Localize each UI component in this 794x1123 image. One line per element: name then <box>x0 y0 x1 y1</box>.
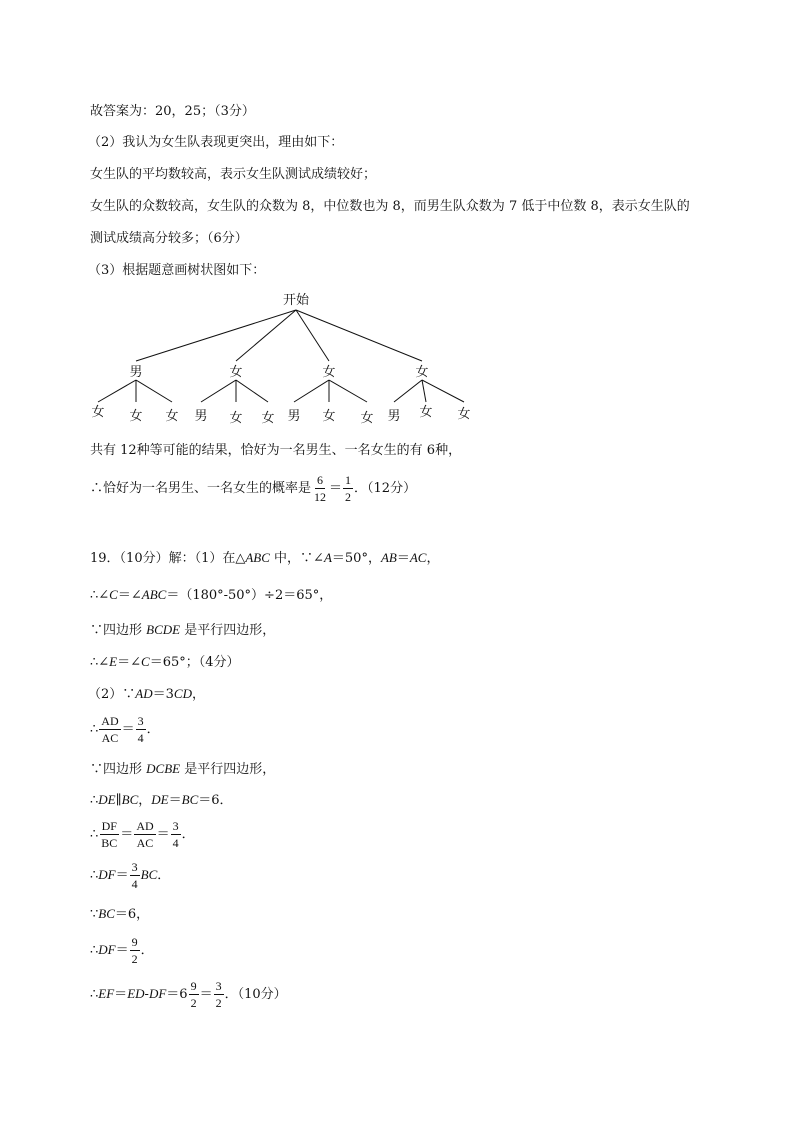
q19-line-6: ∴ $\frac{AD}{AC}$ ＝ $\frac{3}{4}$ ． <box>90 714 160 745</box>
fraction-6-12: $\frac{6}{12}$ <box>314 473 327 504</box>
tree-leaf: 女 <box>91 405 105 420</box>
tree-edge <box>294 380 329 402</box>
fraction-df-bc: $\frac{DF}{BC}$ <box>101 819 118 850</box>
reason-2b: 测试成绩高分较多；（6分） <box>90 231 248 246</box>
results-line: 共有 12种等可能的结果，恰好为一名男生、一名女生的有 6种， <box>90 443 462 458</box>
tree-edge <box>296 310 329 361</box>
tree-edge <box>422 380 464 402</box>
tree-leaf: 女 <box>457 407 471 422</box>
tree-leaf: 女 <box>419 405 433 420</box>
tree-leaf: 女 <box>360 411 374 426</box>
q19-line-3: ∵四边形 BCDE 是平行四边形， <box>90 622 276 638</box>
reason-2a: 女生队的众数较高，女生队的众数为 8，中位数也为 8，而男生队众数为 7 低于中位数 8，表示女生队的 <box>90 199 690 214</box>
fraction-ad-ac: $\frac{AD}{AC}$ <box>136 819 154 850</box>
tree-edge <box>236 310 296 361</box>
q19-line-10: ∴DF＝ $\frac{3}{4}$ BC． <box>90 860 171 891</box>
fraction-3-4: $\frac{3}{4}$ <box>137 714 144 745</box>
tree-edge <box>201 380 236 402</box>
q19-line-5: （2）∵AD＝3CD， <box>88 686 205 702</box>
tree-edge <box>329 380 367 402</box>
tree-root: 开始 <box>282 293 310 308</box>
tree-edge <box>136 380 172 402</box>
q19-line-4: ∴∠E＝∠C＝65°；（4分） <box>90 654 240 670</box>
q19-line-1: 19．（10分）解：（1）在△ABC 中，∵∠A＝50°，AB＝AC， <box>90 550 440 566</box>
fraction-ad-ac: $\frac{AD}{AC}$ <box>101 714 119 745</box>
tree-level1-node: 女 <box>229 365 243 380</box>
fraction-1-2: $\frac{1}{2}$ <box>345 473 352 504</box>
tree-level1-node: 女 <box>415 365 429 380</box>
q19-line-7: ∵四边形 DCBE 是平行四边形， <box>90 761 276 777</box>
q19-line-9: ∴ $\frac{DF}{BC}$ ＝ $\frac{AD}{AC}$ ＝ $\frac{3}{4}$ ． <box>90 819 195 850</box>
tree-leaf: 女 <box>129 409 143 424</box>
tree-leaf: 女 <box>322 409 336 424</box>
q19-line-13: ∴EF＝ED-DF＝6 $\frac{9}{2}$ ＝ $\frac{3}{2}$ ．（10分） <box>90 979 287 1010</box>
q3-intro: （3）根据题意画树状图如下： <box>88 263 266 278</box>
tree-leaf: 男 <box>387 409 401 424</box>
q2-intro: （2）我认为女生队表现更突出，理由如下： <box>88 135 344 150</box>
tree-level1-node: 男 <box>129 365 143 380</box>
tree-leaf: 女 <box>165 409 179 424</box>
fraction-3-4: $\frac{3}{4}$ <box>131 860 138 891</box>
tree-edge <box>236 380 268 402</box>
tree-leaf: 女 <box>261 411 275 426</box>
tree-edge <box>136 310 296 361</box>
fraction-3-2: $\frac{3}{2}$ <box>215 979 222 1010</box>
reason-1: 女生队的平均数较高，表示女生队测试成绩较好； <box>90 167 377 182</box>
tree-edge <box>422 380 426 402</box>
tree-level1-node: 女 <box>322 365 336 380</box>
fraction-9-2: $\frac{9}{2}$ <box>190 979 197 1010</box>
probability-prefix: ∴恰好为一名男生、一名女生的概率是 <box>90 481 312 496</box>
fraction-9-2: $\frac{9}{2}$ <box>131 935 138 966</box>
q19-line-8: ∴DE∥BC，DE＝BC＝6． <box>90 792 233 808</box>
q19-line-11: ∵BC＝6， <box>90 906 150 922</box>
tree-diagram <box>80 288 490 428</box>
tree-leaf: 男 <box>287 409 301 424</box>
answer-line: 故答案为：20，25；（3分） <box>90 104 255 119</box>
q19-line-12: ∴DF＝ $\frac{9}{2}$ ． <box>90 935 154 966</box>
tree-edge <box>394 380 422 402</box>
tree-leaf: 男 <box>194 409 208 424</box>
tree-edge <box>98 380 136 402</box>
fraction-3-4: $\frac{3}{4}$ <box>172 819 179 850</box>
q19-line-2: ∴∠C＝∠ABC＝（180°-50°）÷2＝65°， <box>90 587 333 603</box>
probability-line: ∴恰好为一名男生、一名女生的概率是 $\frac{6}{12}$ ＝ $\frac{1}{2}$ ．（12分） <box>90 473 417 504</box>
tree-leaf: 女 <box>229 411 243 426</box>
tree-edge <box>296 310 422 361</box>
